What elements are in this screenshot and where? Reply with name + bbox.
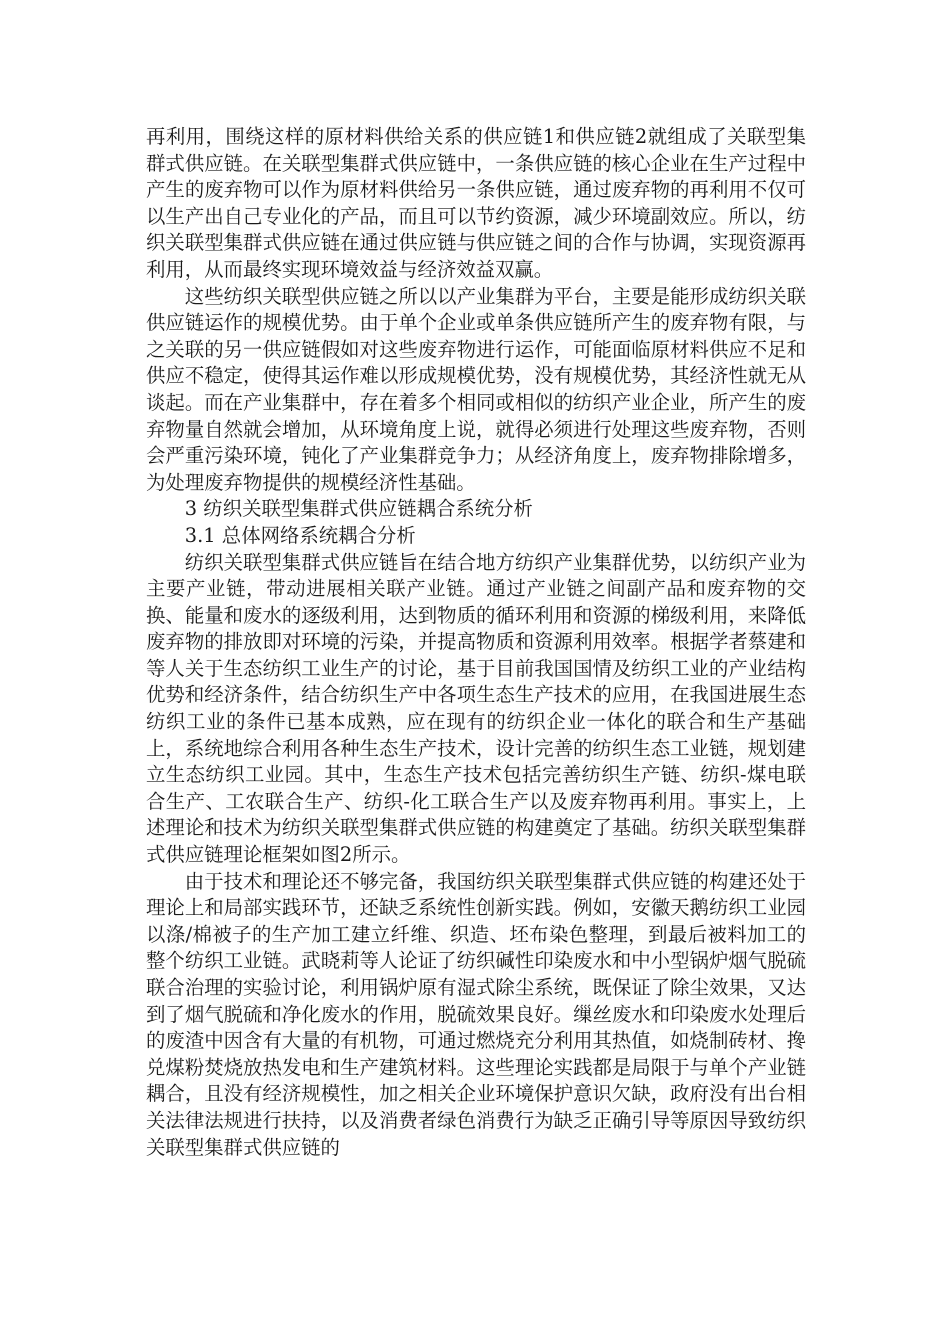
- subsection-heading-3-1: 3.1 总体网络系统耦合分析: [184, 523, 416, 547]
- section-heading-3: 3 纺织关联型集群式供应链耦合系统分析: [184, 497, 533, 521]
- paragraph-scale-advantage: 这些纺织关联型供应链之所以以产业集群为平台，主要是能形成纺织关联供应链运作的规模优势。由于单个企业或单条供应链所产生的废弃物有限，与之关联的另一供应链假如对这些废弃物进行运作，可能面临原材料供应不足和供应不稳定，使得其运作难以形成规模优势，没有规模优势，其经济性就无从谈起。而在产业集群中，存在着多个相同或相似的纺织产业企业，所产生的废弃物量自然就会增加，从环境角度上说，就得必须进行处理这些废弃物，否则会严重污染环境，钝化了产业集群竞争力；从经济角度上，废弃物排除增多，为处理废弃物提供的规模经济性基础。: [146, 284, 806, 494]
- paragraph-network-coupling: 纺织关联型集群式供应链旨在结合地方纺织产业集群优势，以纺织产业为主要产业链，带动进展相关联产业链。通过产业链之间副产品和废弃物的交换、能量和废水的逐级利用，达到物质的循环利用和资源的梯级利用，来降低废弃物的排放即对环境的污染，并提高物质和资源利用效率。根据学者蔡建和等人关于生态纺织工业生产的讨论，基于目前我国国情及纺织工业的产业结构优势和经济条件，结合纺织生产中各项生态生产技术的应用，在我国进展生态纺织工业的条件已基本成熟，应在现有的纺织企业一体化的联合和生产基础上，系统地综合利用各种生态生产技术，设计完善的纺织生态工业链，规划建立生态纺织工业园。其中，生态生产技术包括完善纺织生产链、纺织-煤电联合生产、工农联合生产、纺织-化工联合生产以及废弃物再利用。事实上，上述理论和技术为纺织关联型集群式供应链的构建奠定了基础。纺织关联型集群式供应链理论框架如图2所示。: [146, 550, 806, 867]
- document-body: [146, 124, 806, 1161]
- paragraph-practice-limits: 由于技术和理论还不够完备，我国纺织关联型集群式供应链的构建还处于理论上和局部实践环节，还缺乏系统性创新实践。例如，安徽天鹅纺织工业园以涤/棉被子的生产加工建立纤维、织造、坯布染色整理，到最后被料加工的整个纺织工业链。武晓莉等人论证了纺织碱性印染废水和中小型锅炉烟气脱硫联合治理的实验讨论，利用锅炉原有湿式除尘系统，既保证了除尘效果，又达到了烟气脱硫和净化废水的作用，脱硫效果良好。缫丝废水和印染废水处理后的废渣中因含有大量的有机物，可通过燃烧充分利用其热值，如烧制砖材、搀兑煤粉焚烧放热发电和生产建筑材料。这些理论实践都是局限于与单个产业链耦合，且没有经济规模性，加之相关企业环境保护意识欠缺，政府没有出台相关法律法规进行扶持，以及消费者绿色消费行为缺乏正确引导等原因导致纺织关联型集群式供应链的: [146, 869, 806, 1159]
- paragraph-continuation: 再利用，围绕这样的原材料供给关系的供应链1和供应链2就组成了关联型集群式供应链。在关联型集群式供应链中，一条供应链的核心企业在生产过程中产生的废弃物可以作为原材料供给另一条供应链，通过废弃物的再利用不仅可以生产出自己专业化的产品，而且可以节约资源，减少环境副效应。所以，纺织关联型集群式供应链在通过供应链与供应链之间的合作与协调，实现资源再利用，从而最终实现环境效益与经济效益双赢。: [146, 125, 806, 281]
